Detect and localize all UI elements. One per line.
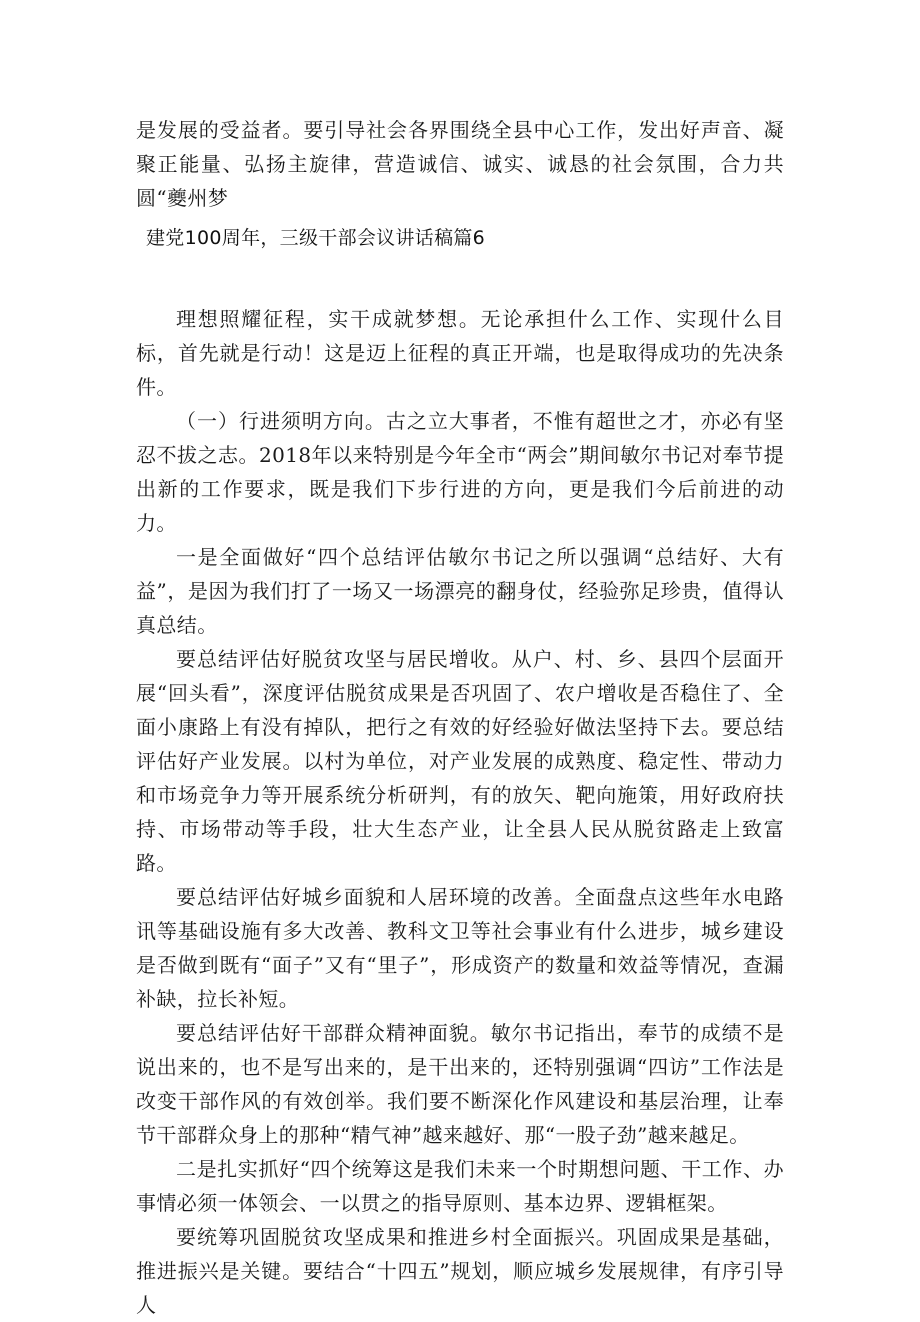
body-paragraph: 要统筹巩固脱贫攻坚成果和推进乡村全面振兴。巩固成果是基础，推进振兴是关键。要结合“十四五”规划，顺应城乡发展规律，有序引导人 bbox=[136, 1225, 784, 1317]
body-paragraph: 要总结评估好脱贫攻坚与居民增收。从户、村、乡、县四个层面开展“回头看”，深度评估脱贫成果是否巩固了、农户增收是否稳住了、全面小康路上有没有掉队，把行之有效的好经验好做法坚持下去。要总结评估好产业发展。以村为单位，对产业发展的成熟度、稳定性、带动力和市场竞争力等开展系统分析研判，有的放矢、靶向施策，用好政府扶持、市场带动等手段，壮大生态产业，让全县人民从脱贫路走上致富路。 bbox=[136, 647, 784, 875]
body-paragraph: 要总结评估好城乡面貌和人居环境的改善。全面盘点这些年水电路讯等基础设施有多大改善、教科文卫等社会事业有什么进步，城乡建设是否做到既有“面子”又有“里子”，形成资产的数量和效益等情况，查漏补缺，拉长补短。 bbox=[136, 885, 784, 1011]
document-body bbox=[136, 113, 784, 1322]
body-paragraph: 一是全面做好“四个总结评估敏尔书记之所以强调“总结好、大有益”，是因为我们打了一场又一场漂亮的翻身仗，经验弥足珍贵，值得认真总结。 bbox=[136, 545, 784, 637]
body-paragraph: （一）行进须明方向。古之立大事者，不惟有超世之才，亦必有坚忍不拔之志。2018年以来特别是今年全市“两会”期间敏尔书记对奉节提出新的工作要求，既是我们下步行进的方向，更是我们今后前进的动力。 bbox=[136, 409, 784, 535]
body-paragraph: 二是扎实抓好“四个统筹这是我们未来一个时期想问题、干工作、办事情必须一体领会、一以贯之的指导原则、基本边界、逻辑框架。 bbox=[136, 1157, 784, 1215]
intro-paragraph: 是发展的受益者。要引导社会各界围绕全县中心工作，发出好声音、凝聚正能量、弘扬主旋律，营造诚信、诚实、诚恳的社会氛围，合力共圆“夔州梦 bbox=[136, 118, 784, 210]
body-paragraph: 要总结评估好干部群众精神面貌。敏尔书记指出，奉节的成绩不是说出来的，也不是写出来的，是干出来的，还特别强调“四访”工作法是改变干部作风的有效创举。我们要不断深化作风建设和基层治理，让奉节干部群众身上的那种“精气神”越来越好、那“一股子劲”越来越足。 bbox=[136, 1021, 784, 1147]
body-paragraph: 理想照耀征程，实干成就梦想。无论承担什么工作、实现什么目标，首先就是行动！这是迈上征程的真正开端，也是取得成功的先决条件。 bbox=[136, 307, 784, 399]
section-heading: 建党100周年，三级干部会议讲话稿篇6 bbox=[146, 227, 486, 249]
